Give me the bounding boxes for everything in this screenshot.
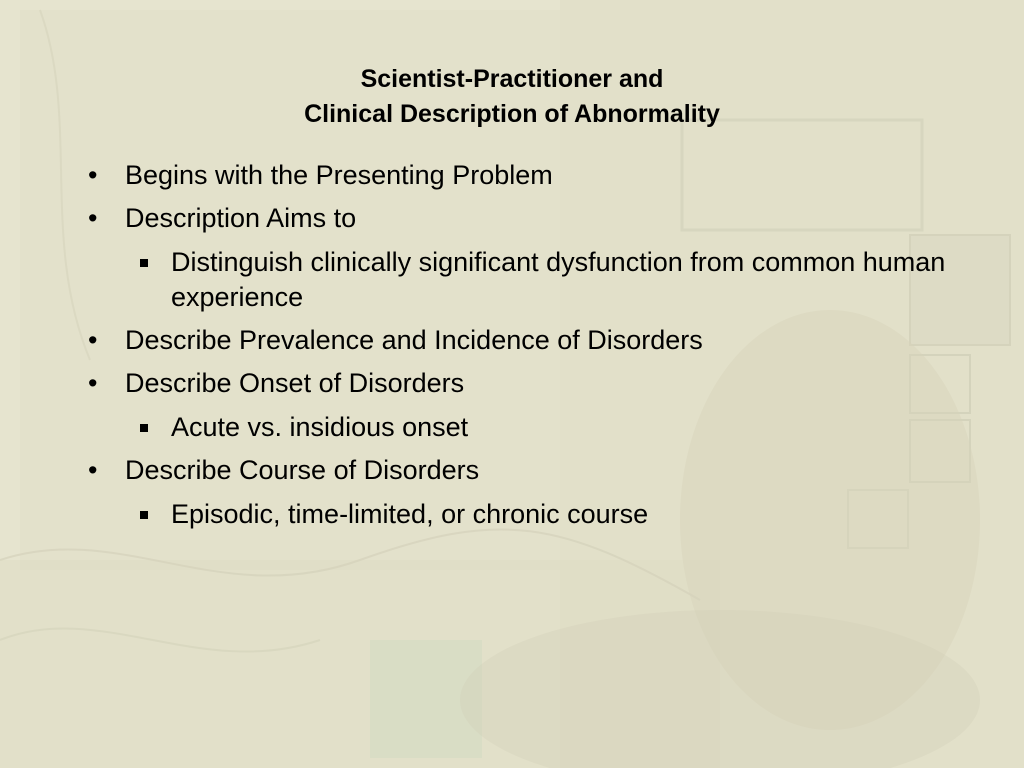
bullet-dot-icon: • xyxy=(88,160,98,190)
sub-bullet-item xyxy=(88,410,948,445)
bullet-text: Description Aims to xyxy=(125,203,357,233)
square-bullet-icon xyxy=(140,259,148,267)
bullet-text: Describe Onset of Disorders xyxy=(125,368,465,398)
bullet-dot-icon: • xyxy=(88,368,98,398)
sub-bullet-item xyxy=(88,497,948,532)
bullet-list xyxy=(88,158,948,532)
slide-title-line-2: Clinical Description of Abnormality xyxy=(304,100,720,128)
bullet-dot-icon: • xyxy=(88,203,98,233)
square-bullet-icon xyxy=(140,511,148,519)
bullet-item xyxy=(88,366,948,401)
bullet-text: Describe Prevalence and Incidence of Disorders xyxy=(125,325,703,355)
bullet-item xyxy=(88,323,948,358)
bullet-item xyxy=(88,453,948,488)
bullet-item xyxy=(88,158,948,193)
square-bullet-icon xyxy=(140,424,148,432)
sub-bullet-text: Acute vs. insidious onset xyxy=(171,412,469,442)
sub-bullet-item xyxy=(88,245,948,315)
bullet-dot-icon: • xyxy=(88,455,98,485)
bullet-item xyxy=(88,201,948,236)
bullet-text: Begins with the Presenting Problem xyxy=(125,160,553,190)
bullet-text: Describe Course of Disorders xyxy=(125,455,480,485)
slide-title-line-1: Scientist-Practitioner and xyxy=(360,65,664,93)
sub-bullet-text: Episodic, time-limited, or chronic course xyxy=(171,499,649,529)
bullet-dot-icon: • xyxy=(88,325,98,355)
sub-bullet-text: Distinguish clinically significant dysfunction from common human experience xyxy=(171,247,946,312)
slide-title xyxy=(0,62,1024,132)
